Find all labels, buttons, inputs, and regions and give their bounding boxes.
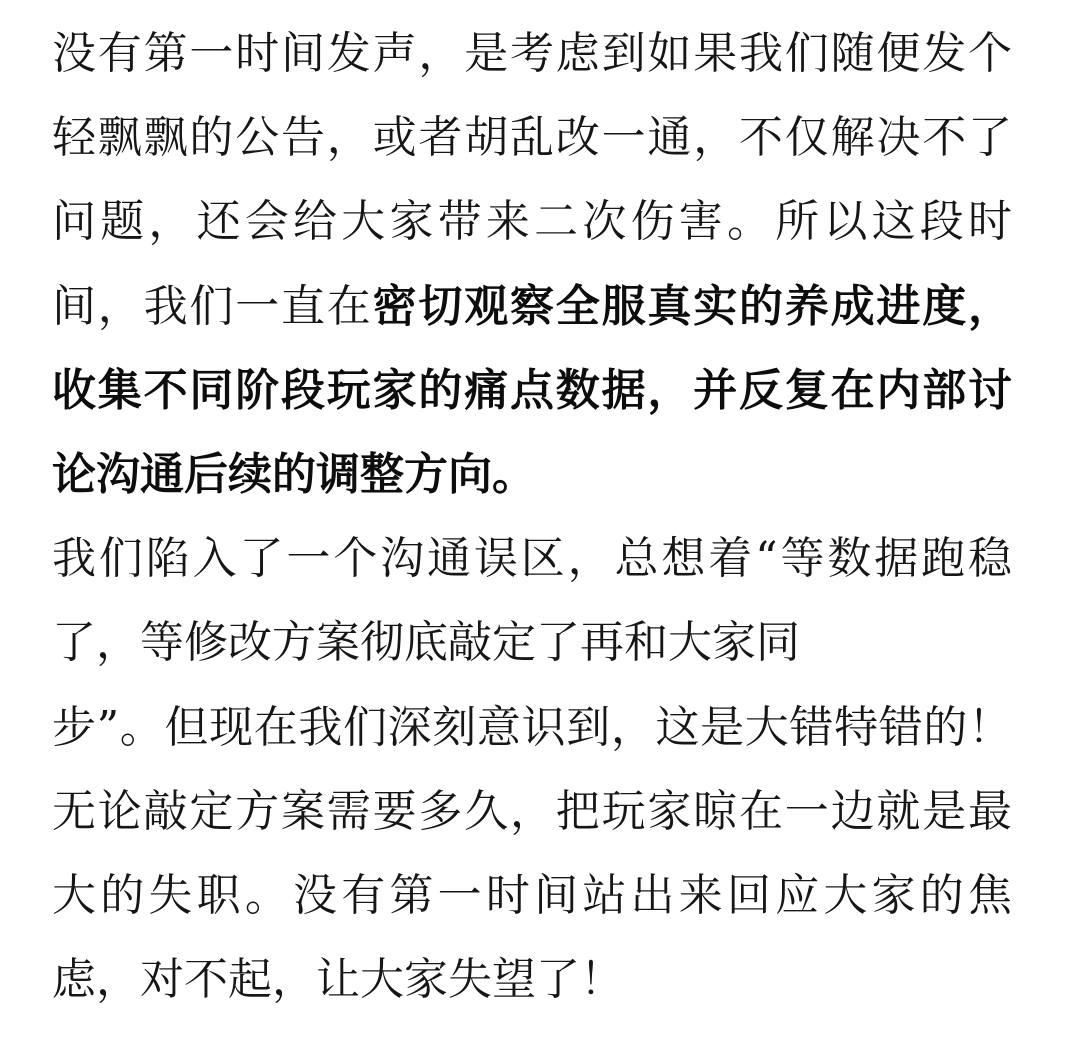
paragraph-2-line-1: 我们陷入了一个沟通误区，总想着“等数据跑稳了，等修改方案彻底敲定了再和大家同 bbox=[52, 533, 1012, 669]
paragraph-1 bbox=[52, 12, 1012, 517]
paragraph-1-text: 没有第一时间发声，是考虑到如果我们随便发个轻飘飘的公告，或者胡乱改一通，不仅解决不了问题，还会给大家带来二次伤害。所以这段时间，我们一直在 bbox=[52, 28, 1012, 332]
paragraph-2 bbox=[52, 517, 1012, 1022]
article-body bbox=[52, 12, 1012, 1022]
paragraph-2-line-2: 步”。但现在我们深刻意识到，这是大错特错的！无论敲定方案需要多久，把玩家晾在一边就是最大的失职。没有第一时间站出来回应大家的焦虑，对不起，让大家失望了！ bbox=[52, 701, 1012, 1006]
paragraph-1-bold-text: 密切观察全服真实的养成进度，收集不同阶段玩家的痛点数据，并反复在内部讨论沟通后续的调整方向。 bbox=[52, 280, 1013, 501]
